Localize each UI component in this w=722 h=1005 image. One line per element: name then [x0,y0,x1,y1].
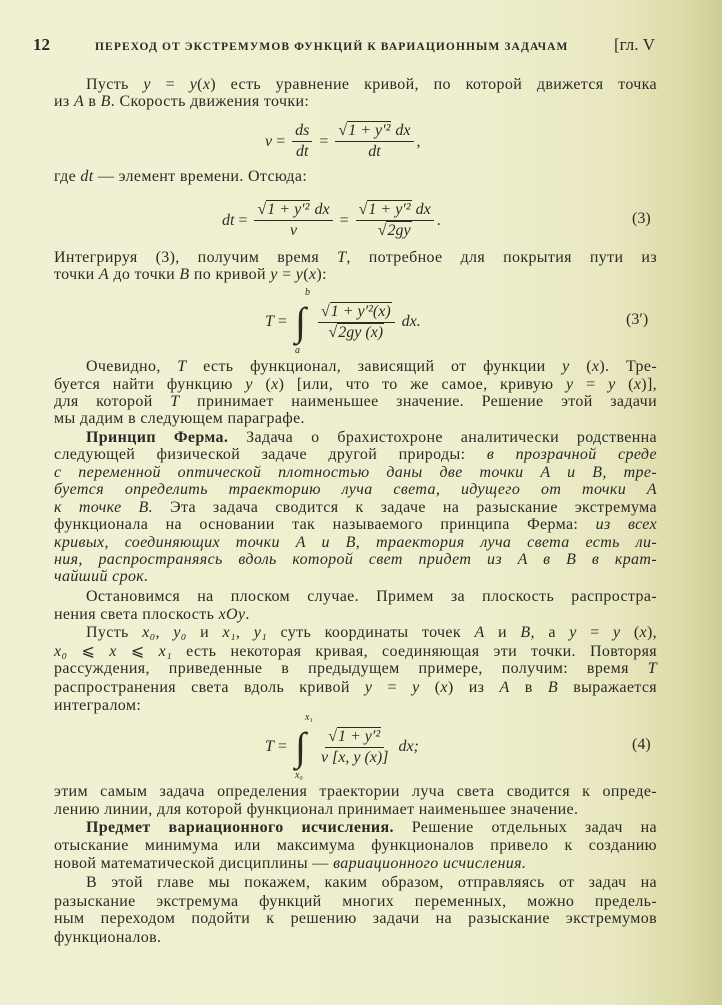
text-line [54,893,657,911]
math-symbol: y [245,376,253,393]
text-segment: = [573,376,609,393]
integral-sign: ∫ b a [294,287,310,356]
eq-sign: = [277,738,287,755]
text-segment: = [277,266,296,283]
math-symbol: x₀ [54,643,68,660]
text-line [54,801,657,819]
text-segment: ( [569,358,592,375]
math-symbol: B [520,624,531,641]
text-segment: ( [252,376,272,393]
denominator [325,323,387,342]
radicand: 2gy (x) [338,323,384,341]
denominator: dt [296,143,309,160]
math-symbol: A [474,624,485,641]
text-line [54,837,657,855]
text-segment: ⩽ [116,643,159,660]
text-line [54,819,657,837]
text-segment: суть координаты точек [267,624,475,641]
text-segment: мы дадим в следующем параграфе. [54,410,305,427]
text-segment: = [150,76,190,93]
text-line [54,76,657,94]
text-line [54,606,657,624]
upper-limit: x₁ [304,712,313,723]
integral-sign: ∫ x₁ x₀ [294,712,313,781]
sqrt-sign: √ [320,302,330,320]
numerator [318,303,395,323]
text-line [54,429,657,447]
radicand: 1 + y′²(x) [330,302,391,320]
eq-lhs: T [265,738,274,755]
italic-text: к точке B. [54,499,154,516]
text-segment: ( [303,266,309,283]
math-symbol: x [308,266,317,283]
math-symbol: x₀ [142,624,156,641]
text-line [54,410,657,428]
denominator [375,221,415,240]
math-symbol: x₁ [158,643,173,660]
text-line [54,481,657,499]
radicand: 1 + y′² [368,201,411,218]
upper-limit: b [304,287,310,298]
text-segment: ) из [447,679,500,696]
eq-sign: = [277,313,287,330]
punctuation: . [436,211,441,229]
numerator [356,201,434,221]
text-line [54,516,657,534]
differential: dx; [398,738,419,755]
text-segment: в [84,93,101,110]
math-symbol: y₀ [173,624,187,641]
math-symbol: y [295,266,304,283]
text-segment: , [155,624,174,641]
denominator: dt [368,143,381,160]
numerator [325,728,384,748]
math-symbol: T [170,393,180,410]
math-symbol: y [612,624,621,641]
text-line [54,393,657,411]
text-segment: выражается [558,679,658,696]
math-symbol: y [566,376,574,393]
text-segment: Очевидно, [86,358,178,375]
math-symbol: y [143,76,151,93]
text-segment: ( [197,76,203,93]
denominator: v [x, y (x)] [320,748,389,766]
equation-3 [222,201,441,240]
text-line [54,660,657,678]
equation-number: (3) [632,210,651,227]
text-segment: Эта задача сводится к задаче на разыскание экстремума [153,499,657,516]
math-symbol: y [189,76,198,93]
text-segment: Решение отдельных задач на [393,819,657,836]
text-line [54,679,657,697]
text-segment: ( [615,376,634,393]
math-symbol: A [98,266,109,283]
text-segment: )], [641,376,658,393]
text-segment: . [245,606,250,623]
lower-limit: a [294,345,300,356]
equation-4 [265,712,419,781]
text-line [54,446,657,464]
text-segment: = [372,679,413,696]
math-symbol: x [271,376,279,393]
text-segment: есть функционал, зависящий от функции [186,358,563,375]
italic-text: с переменной оптической плотностью даны две точки A и B, тре- [54,464,657,481]
math-symbol: T [177,358,187,375]
sqrt-sign: √ [257,201,267,218]
sqrt-sign: √ [338,122,348,139]
numerator [335,122,413,142]
page-number: 12 [33,35,50,54]
text-line [54,568,657,586]
text-segment: для которой [54,393,171,410]
text-segment: , а [530,624,570,641]
numerator [254,201,332,221]
text-segment: Остановимся на плоском случае. Примем за плоскость распростра- [86,588,657,605]
text-segment: интегралом: [54,697,142,714]
chapter-marker: [гл. V [614,35,656,54]
text-segment: . Скорость движения точки: [110,93,310,110]
text-segment: ), [647,624,658,641]
text-segment: ( [620,624,640,641]
text-segment: буется найти функцию [54,376,246,393]
text-segment: до точки [108,266,180,283]
eq-lhs: dt [222,211,235,229]
text-segment: следующей физической задаче другой природы: [54,446,487,463]
text-segment: , потребное для покрытия пути из [346,249,658,266]
equation-number: (3′) [626,311,649,328]
equation-3-prime [265,287,421,356]
text-line [54,376,657,394]
bold-heading: Предмет вариационного исчисления. [86,819,394,836]
text-segment: Интегрируя (3), получим время [54,249,338,266]
text-segment: функционала на основании так называемого принципа Ферма: [54,516,596,533]
math-symbol: B [179,266,190,283]
math-symbol: A [499,679,510,696]
text-segment: разыскание экстремума функций многих переменных, можно предель- [54,893,657,910]
math-symbol: xOy [218,606,246,623]
text-segment: Задача о брахистохроне аналитически родственна [228,429,657,446]
text-segment: по кривой [189,266,271,283]
italic-text: вариационного исчисления. [333,855,527,872]
numerator: ds [292,122,312,142]
equation-number: (4) [632,736,651,753]
text-line [54,783,657,801]
math-symbol: x [639,624,647,641]
eq-lhs: T [265,313,274,330]
italic-text: из всех [595,516,657,533]
punctuation: , [416,132,421,150]
sqrt-sign: √ [377,222,387,239]
fraction [292,122,312,161]
text-segment: ( [419,679,441,696]
math-symbol: y [364,679,373,696]
italic-text: ния, распространяясь вдоль которой свет придет из A в B в крат- [54,551,657,568]
differential: dx. [401,313,421,330]
text-segment: В этой главе мы покажем, каким образом, отправляясь от задач на [86,874,657,891]
differential: dx [314,201,330,218]
italic-text: чайший срок. [54,568,149,585]
italic-text: кривых, соединяющих точки A и B, траектория луча света есть ли- [54,534,657,551]
italic-text: в прозрачной среде [486,446,657,463]
text-segment: и [186,624,223,641]
text-line [54,358,657,376]
text-line [54,588,657,606]
bold-heading: Принцип Ферма. [86,429,229,446]
text-segment: отыскание минимума или максимума функционалов привело к созданию [54,837,657,854]
math-symbol: x [591,358,600,375]
text-line [54,551,657,569]
text-segment: распространения света вдоль кривой [54,679,365,696]
text-line [54,93,657,111]
math-symbol: x [633,376,642,393]
text-line [54,534,657,552]
fraction [335,122,413,161]
denominator: v [289,222,298,239]
text-segment: в [509,679,548,696]
italic-text: буется определить траекторию луча света, идущего от точки A [54,481,657,498]
text-line [54,910,657,928]
math-symbol: x₁ [222,624,236,641]
text-segment: ⩽ [67,643,110,660]
sqrt-sign: √ [328,727,337,745]
text-line [54,464,657,482]
eq-sign: = [276,132,286,150]
fraction [318,728,392,767]
radicand: 1 + y′² [348,122,391,139]
eq-lhs: v [265,132,273,150]
text-segment: рассуждения, приведенные в предыдущем примере, получим: время [54,660,648,677]
eq-sign: = [339,211,349,229]
text-line [54,266,657,284]
text-line [54,697,657,715]
fraction [254,201,332,240]
math-symbol: T [337,249,347,266]
text-segment: точки [54,266,99,283]
math-symbol: y [569,624,577,641]
text-segment: этим самым задача определения траектории луча света сводится к опреде- [54,783,657,800]
text-segment: есть некоторая кривая, соединяющая эти точки. Повторяя [172,643,657,660]
text-segment: функционалов. [54,929,162,946]
text-line [54,643,657,661]
text-line [54,499,657,517]
text-segment: нения света плоскость [54,606,219,623]
math-symbol: y [270,266,278,283]
math-symbol: A [73,93,85,110]
math-symbol: B [100,93,111,110]
text-segment: ). Тре- [599,358,658,375]
text-line [54,624,657,642]
math-symbol: y [412,679,420,696]
differential: dx [415,201,431,218]
math-symbol: B [547,679,559,696]
running-title: ПЕРЕХОД ОТ ЭКСТРЕМУМОВ ФУНКЦИЙ К ВАРИАЦИОННЫМ ЗАДАЧАМ [95,41,569,53]
text-line [54,874,657,892]
text-line [54,249,657,267]
text-segment: из [54,93,74,110]
text-segment: , [235,624,254,641]
differential: dx [395,122,411,139]
radicand: 2gy [387,222,411,239]
equation-velocity [265,122,421,161]
math-symbol: dt [80,168,94,185]
radicand: 1 + y′² [267,201,310,218]
lower-limit: x₀ [294,770,303,781]
text-segment: где [54,168,81,185]
math-symbol: y [562,358,570,375]
text-segment: ) есть уравнение кривой, по которой движется точка [210,76,658,93]
math-symbol: y [608,376,616,393]
text-segment: и [484,624,521,641]
text-segment: ) [или, что то же самое, кривую [278,376,567,393]
eq-sign: = [319,132,329,150]
text-segment: Пусть [86,624,143,641]
text-line [54,168,657,186]
text-segment: Пусть [86,76,144,93]
text-line [54,929,657,947]
radicand: 1 + y′² [337,727,381,745]
math-symbol: x [202,76,211,93]
sqrt-sign: √ [328,323,338,341]
text-line [54,855,657,873]
text-segment: = [576,624,613,641]
fraction [356,201,434,240]
math-symbol: T [647,660,657,677]
math-symbol: x [440,679,448,696]
math-symbol: x [109,643,117,660]
text-segment: лению линии, для которой функционал принимает наименьшее значение. [54,801,579,818]
sqrt-sign: √ [358,201,368,218]
text-segment: — элемент времени. Отсюда: [93,168,308,185]
fraction [318,303,395,342]
math-symbol: y₁ [253,624,268,641]
eq-sign: = [238,211,248,229]
text-segment: ): [316,266,327,283]
text-segment: новой математической дисциплины — [54,855,334,872]
text-segment: ным переходом подойти к решению задачи на разыскание экстремумов [54,910,657,927]
text-segment: принимает наименьшее значение. Решение этой задачи [179,393,657,410]
